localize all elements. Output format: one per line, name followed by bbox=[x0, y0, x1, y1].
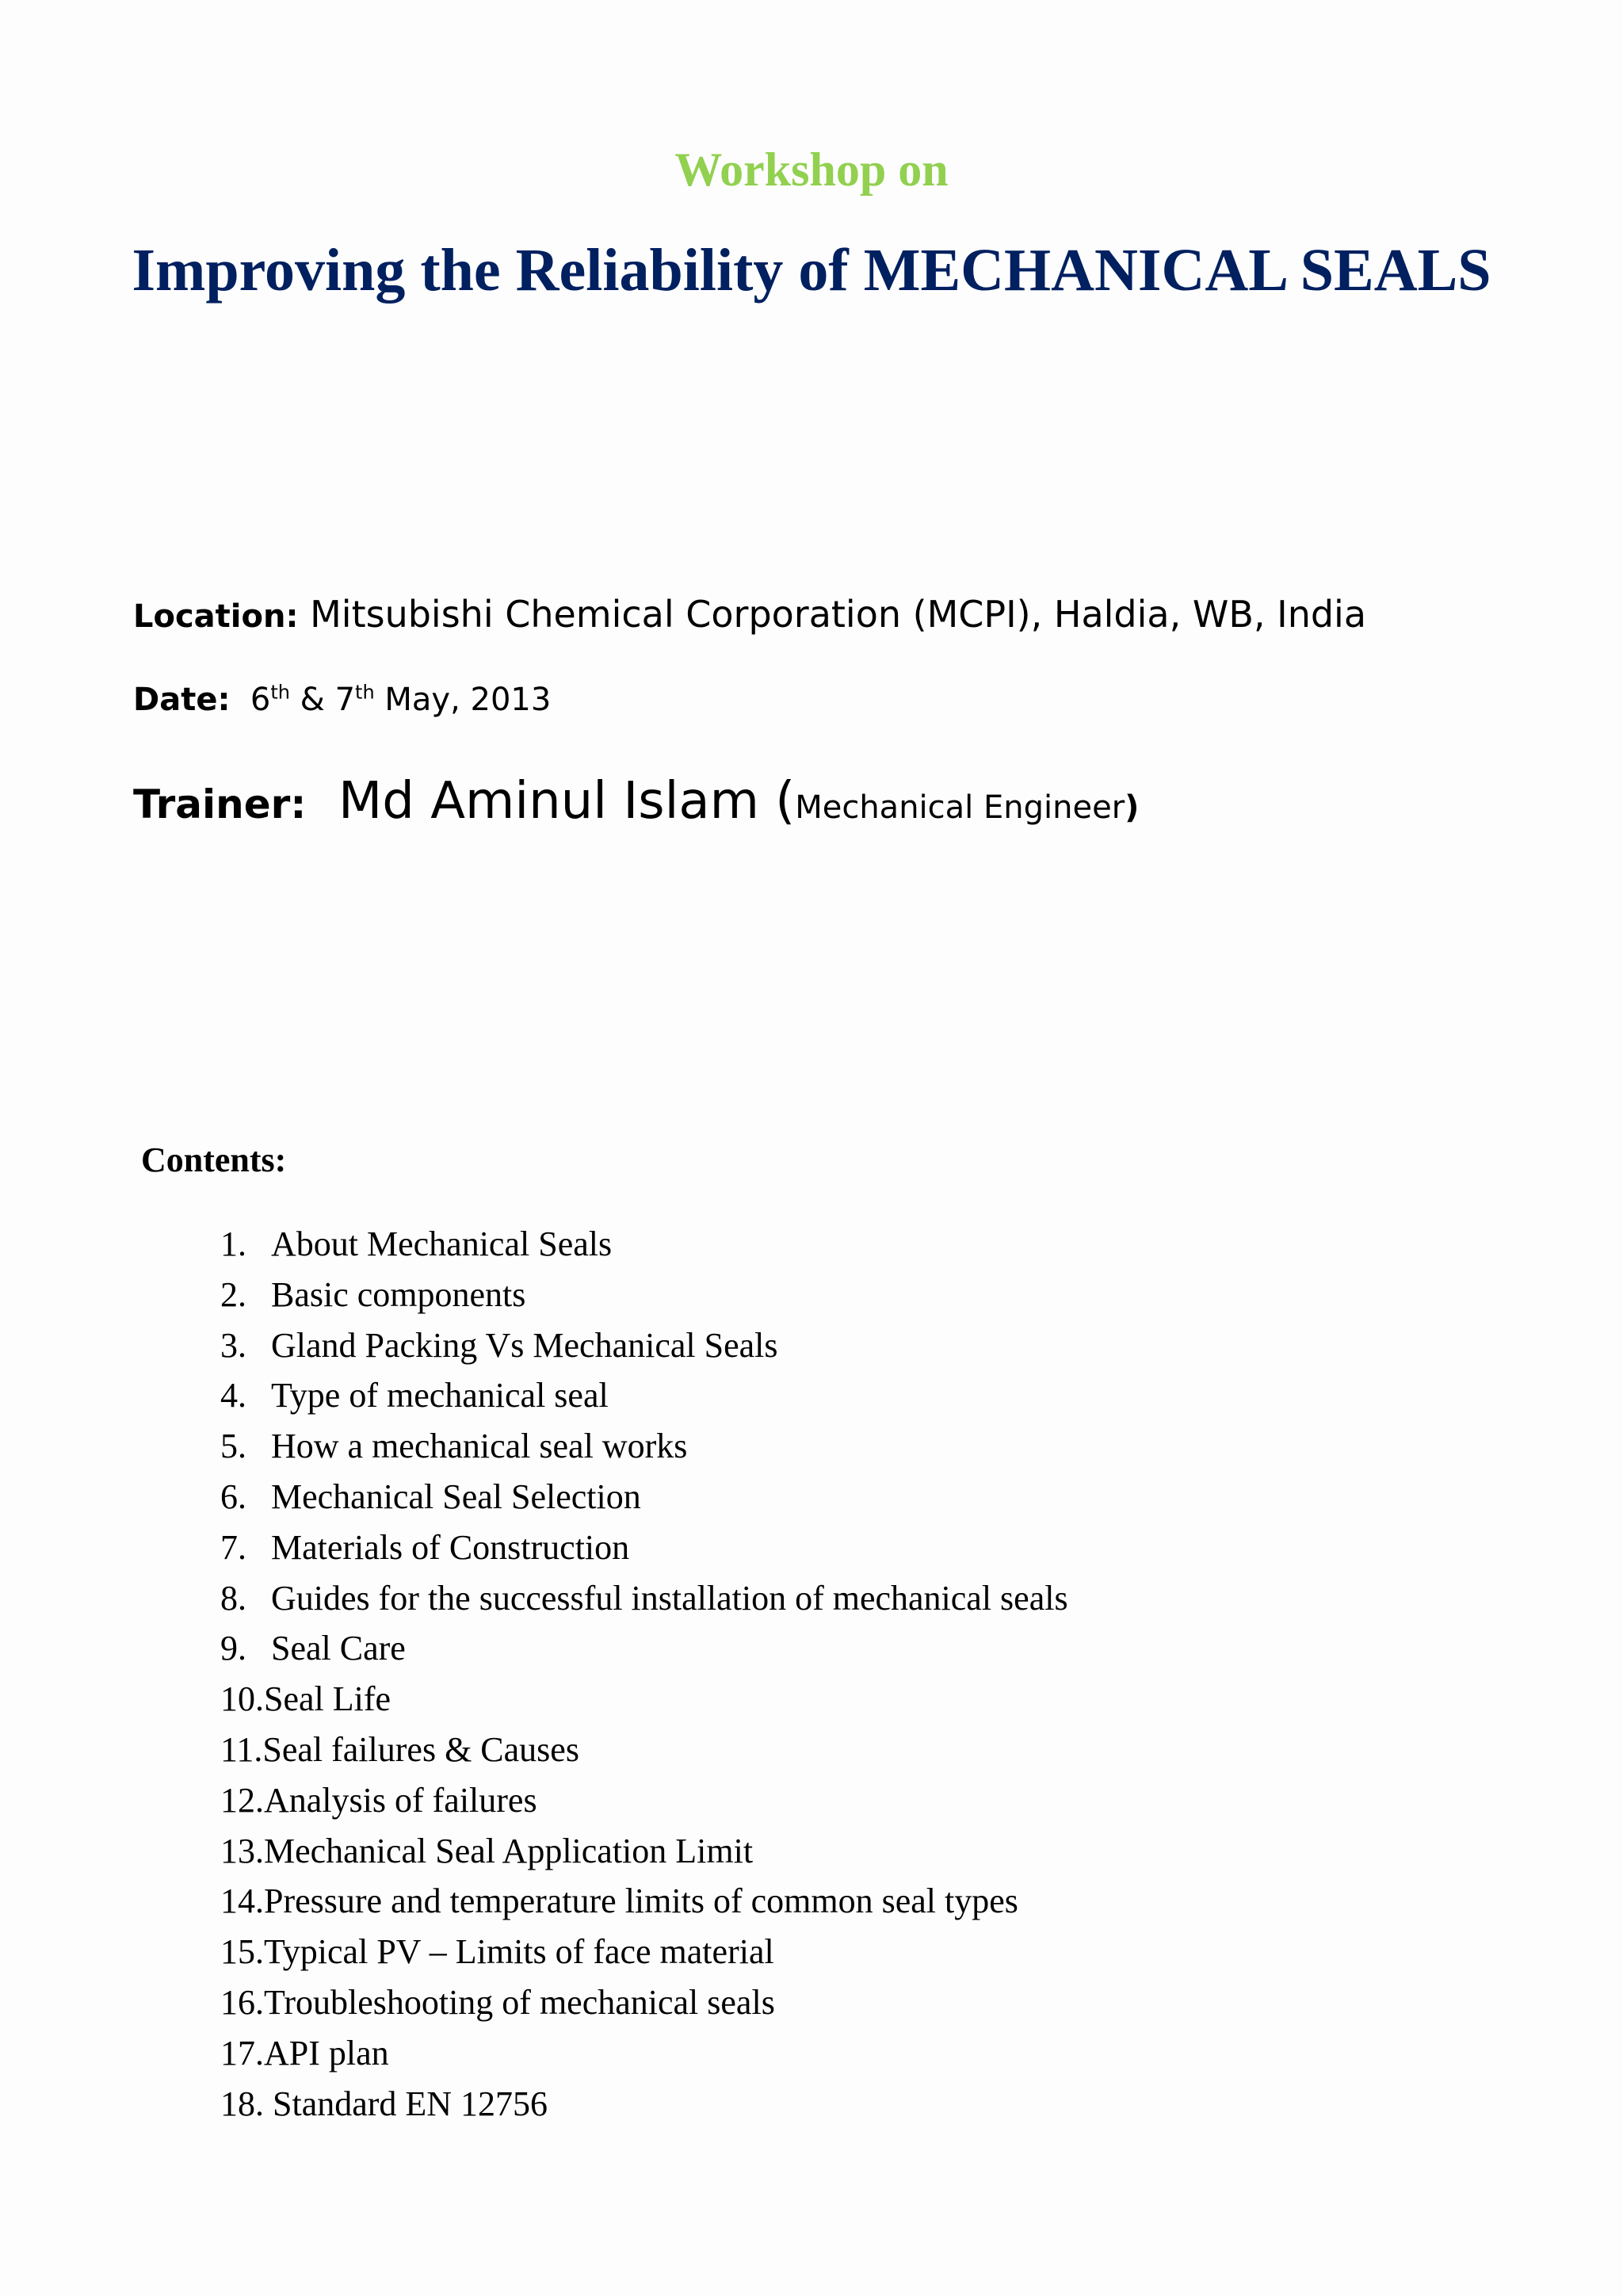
date-sup1: th bbox=[270, 681, 290, 704]
list-item-text: Basic components bbox=[271, 1274, 526, 1314]
location-line bbox=[133, 593, 1366, 636]
page-title: Improving the Reliability of MECHANICAL SEALS bbox=[132, 237, 1491, 304]
date-sup2: th bbox=[355, 681, 375, 704]
list-item bbox=[220, 1927, 1068, 1977]
contents-list bbox=[220, 1219, 1068, 2129]
trainer-name: Md Aminul Islam bbox=[338, 772, 759, 831]
list-item-number: 14. bbox=[220, 1881, 264, 1921]
location-label: Location: bbox=[133, 598, 299, 635]
list-item bbox=[220, 1270, 1068, 1320]
location-value: Mitsubishi Chemical Corporation (MCPI), Haldia, WB, India bbox=[310, 593, 1367, 636]
trainer-line bbox=[133, 772, 1139, 831]
list-item-text: Seal Care bbox=[271, 1629, 406, 1668]
contents-heading: Contents: bbox=[141, 1140, 287, 1179]
list-item bbox=[220, 1472, 1068, 1522]
list-item bbox=[220, 1370, 1068, 1421]
list-item-number: 4. bbox=[220, 1376, 246, 1415]
trainer-paren-close: ) bbox=[1125, 789, 1140, 826]
date-line bbox=[133, 682, 551, 718]
list-item-text: How a mechanical seal works bbox=[271, 1427, 688, 1466]
list-item bbox=[220, 1674, 1068, 1725]
list-item bbox=[220, 1522, 1068, 1573]
list-item bbox=[220, 1623, 1068, 1674]
trainer-role: Mechanical Engineer bbox=[795, 789, 1125, 826]
list-item-text: API plan bbox=[264, 2033, 389, 2073]
workshop-kicker: Workshop on bbox=[674, 143, 949, 196]
list-item-text: Analysis of failures bbox=[264, 1780, 537, 1820]
list-item bbox=[220, 1826, 1068, 1877]
list-item bbox=[220, 2079, 1068, 2130]
list-item-number: 8. bbox=[220, 1578, 246, 1618]
list-item-number: 6. bbox=[220, 1477, 246, 1516]
list-item bbox=[220, 1320, 1068, 1371]
list-item-text: Seal failures & Causes bbox=[262, 1729, 579, 1769]
list-item-number: 16. bbox=[220, 1982, 264, 2022]
list-item-number: 9. bbox=[220, 1629, 246, 1668]
trainer-paren-open: ( bbox=[775, 772, 796, 831]
list-item-text: About Mechanical Seals bbox=[271, 1224, 613, 1263]
list-item-text: Pressure and temperature limits of common seal types bbox=[264, 1881, 1018, 1921]
list-item-number: 7. bbox=[220, 1527, 246, 1567]
date-day2: & 7 bbox=[289, 682, 356, 718]
list-item-text: Materials of Construction bbox=[271, 1527, 630, 1567]
list-item bbox=[220, 1775, 1068, 1826]
list-item-number: 5. bbox=[220, 1427, 246, 1466]
list-item-text: Troubleshooting of mechanical seals bbox=[264, 1982, 775, 2022]
list-item-number: 13. bbox=[220, 1831, 264, 1870]
list-item-text: Typical PV – Limits of face material bbox=[264, 1932, 774, 1972]
list-item-number: 1. bbox=[220, 1224, 246, 1263]
list-item-text: Guides for the successful installation of mechanical seals bbox=[271, 1578, 1068, 1618]
list-item bbox=[220, 1421, 1068, 1472]
list-item-text: Mechanical Seal Selection bbox=[271, 1477, 641, 1516]
date-label: Date: bbox=[133, 682, 231, 718]
list-item-number: 17. bbox=[220, 2033, 264, 2073]
list-item-text: Standard EN 12756 bbox=[264, 2084, 548, 2123]
list-item-number: 3. bbox=[220, 1325, 246, 1365]
list-item bbox=[220, 1219, 1068, 1270]
list-item bbox=[220, 1977, 1068, 2028]
list-item bbox=[220, 1876, 1068, 1927]
list-item bbox=[220, 1573, 1068, 1624]
list-item bbox=[220, 1725, 1068, 1775]
list-item-number: 2. bbox=[220, 1274, 246, 1314]
list-item-text: Type of mechanical seal bbox=[271, 1376, 609, 1415]
list-item-number: 10. bbox=[220, 1679, 264, 1719]
list-item-number: 12. bbox=[220, 1780, 264, 1820]
list-item-text: Seal Life bbox=[264, 1679, 391, 1719]
date-day1: 6 bbox=[250, 682, 271, 718]
trainer-label: Trainer: bbox=[133, 781, 307, 827]
list-item-number: 18. bbox=[220, 2084, 264, 2123]
list-item-number: 11. bbox=[220, 1729, 263, 1769]
list-item bbox=[220, 2028, 1068, 2079]
list-item-text: Gland Packing Vs Mechanical Seals bbox=[271, 1325, 778, 1365]
list-item-text: Mechanical Seal Application Limit bbox=[264, 1831, 754, 1870]
list-item-number: 15. bbox=[220, 1932, 264, 1972]
date-rest: May, 2013 bbox=[374, 682, 552, 718]
